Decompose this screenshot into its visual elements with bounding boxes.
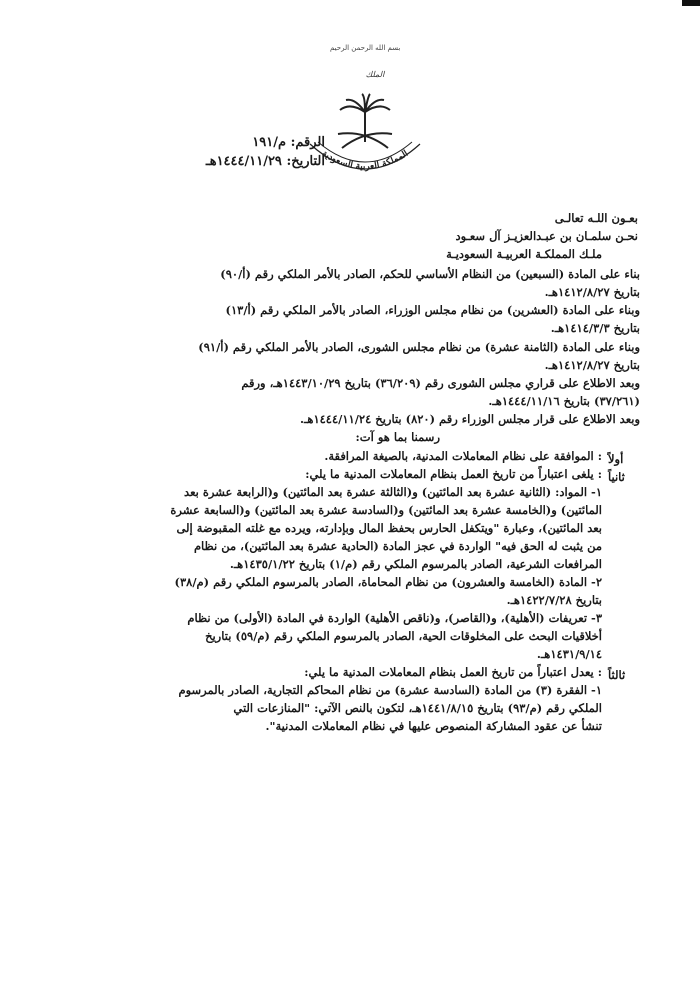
body-paragraph-5: وبعد الاطلاع على قرار مجلس الوزراء رقم (٨٢٠) بتاريخ ١٤٤٤/١١/٢٤هـ. <box>300 412 640 426</box>
item-third-text: : يعدل اعتباراً من تاريخ العمل بنظام المعاملات المدنية ما يلي: <box>304 665 602 679</box>
seal-text: المملكة العربية السعودية <box>319 148 411 173</box>
body-paragraph-1-date: بتاريخ ١٤١٢/٨/٢٧هـ. <box>544 285 640 299</box>
reference-number: الرقم: م/١٩١ <box>252 135 325 150</box>
body-paragraph-4: وبعد الاطلاع على قراري مجلس الشورى رقم (٣٦/٢٠٩) بتاريخ ١٤٤٣/١٠/٢٩هـ، ورقم <box>241 376 640 390</box>
scan-edge-mark <box>682 0 700 6</box>
item-second-sub2: ٢- المادة (الخامسة والعشرون) من نظام المحاماة، الصادر بالمرسوم الملكي رقم (م/٣٨) <box>174 575 602 589</box>
item-second-sub1-cont: من يثبت له الحق فيه" الواردة في عجز المادة (الحادية عشرة بعد المائتين)، من نظام <box>193 539 602 553</box>
item-third-sub1-cont: الملكي رقم (م/٩٣) بتاريخ ١٤٤١/٨/١٥هـ، لتكون بالنص الآتي: "المنازعات التي <box>233 701 602 715</box>
item-marker-first: أولاً <box>608 452 624 466</box>
item-second-sub1-cont: بعد المائتين)، وعبارة "ويتكفل الحارس بحفظ المال وبإدارته، ويرده مع غلته المقبوضة إلى <box>176 521 602 535</box>
body-paragraph-3: وبناء على المادة (الثامنة عشرة) من نظام مجلس الشورى، الصادر بالأمر الملكي رقم (أ/٩١) <box>198 340 640 354</box>
king-title-line: ملـك المملكـة العربيـة السعوديـة <box>446 247 602 261</box>
body-paragraph-2-date: بتاريخ ١٤١٤/٣/٣هـ. <box>550 321 640 335</box>
decree-intro: رسمنا بما هو آت: <box>355 430 440 444</box>
body-paragraph-1: بناء على المادة (السبعين) من النظام الأساسي للحكم، الصادر بالأمر الملكي رقم (أ/٩٠) <box>220 267 640 281</box>
item-second-sub3: ٣- تعريفات (الأهلية)، و(القاصر)، و(ناقص الأهلية) الواردة في المادة (الأولى) من نظام <box>187 611 602 625</box>
item-third-sub1-cont: تنشأ عن عقود المشاركة المنصوص عليها في نظام المعاملات المدنية". <box>265 719 602 733</box>
item-third-sub1: ١- الفقرة (٣) من المادة (السادسة عشرة) من نظام المحاكم التجارية، الصادر بالمرسوم <box>178 683 602 697</box>
royal-script-title: الملك <box>365 70 385 79</box>
item-second-sub1-cont: المرافعات الشرعية، الصادر بالمرسوم الملكي رقم (م/١) بتاريخ ١٤٣٥/١/٢٢هـ. <box>229 557 602 571</box>
reference-date: التاريخ: ١٤٤٤/١١/٢٩هـ <box>205 154 325 169</box>
item-second-sub2-cont: بتاريخ ١٤٢٢/٧/٢٨هـ. <box>506 593 602 607</box>
item-second-text: : يلغى اعتباراً من تاريخ العمل بنظام المعاملات المدنية ما يلي: <box>305 467 602 481</box>
item-second-sub1-cont: المائتين) و(الخامسة عشرة بعد المائتين) و(السادسة عشرة بعد المائتين) و(السابعة عشرة <box>170 503 602 517</box>
item-second-sub3-cont: ١٤٣١/٩/١٤هـ. <box>536 647 602 661</box>
basmala-calligraphy: بسم الله الرحمن الرحيم <box>330 44 401 52</box>
opening-invocation: بعـون اللـه تعالـى <box>554 211 638 225</box>
item-marker-second: ثانياً <box>608 470 625 484</box>
item-marker-third: ثالثاً <box>608 668 626 682</box>
king-name-line: نحـن سلمـان بن عبـدالعزيـز آل سعـود <box>455 229 638 243</box>
body-paragraph-4-cont: (٣٧/٢٦١) بتاريخ ١٤٤٤/١١/١٦هـ. <box>488 394 640 408</box>
item-second-sub1: ١- المواد: (الثانية عشرة بعد المائتين) و(الثالثة عشرة بعد المائتين) و(الرابعة عشرة بعد <box>184 485 602 499</box>
reference-block <box>185 133 325 171</box>
item-second-sub3-cont: أخلاقيات البحث على المخلوقات الحية، الصادر بالمرسوم الملكي رقم (م/٥٩) بتاريخ <box>205 629 602 643</box>
body-paragraph-2: وبناء على المادة (العشرين) من نظام مجلس الوزراء، الصادر بالأمر الملكي رقم (أ/١٣) <box>225 303 640 317</box>
body-paragraph-3-date: بتاريخ ١٤١٢/٨/٢٧هـ. <box>544 358 640 372</box>
item-first-text: : الموافقة على نظام المعاملات المدنية، بالصيغة المرافقة. <box>324 449 602 463</box>
